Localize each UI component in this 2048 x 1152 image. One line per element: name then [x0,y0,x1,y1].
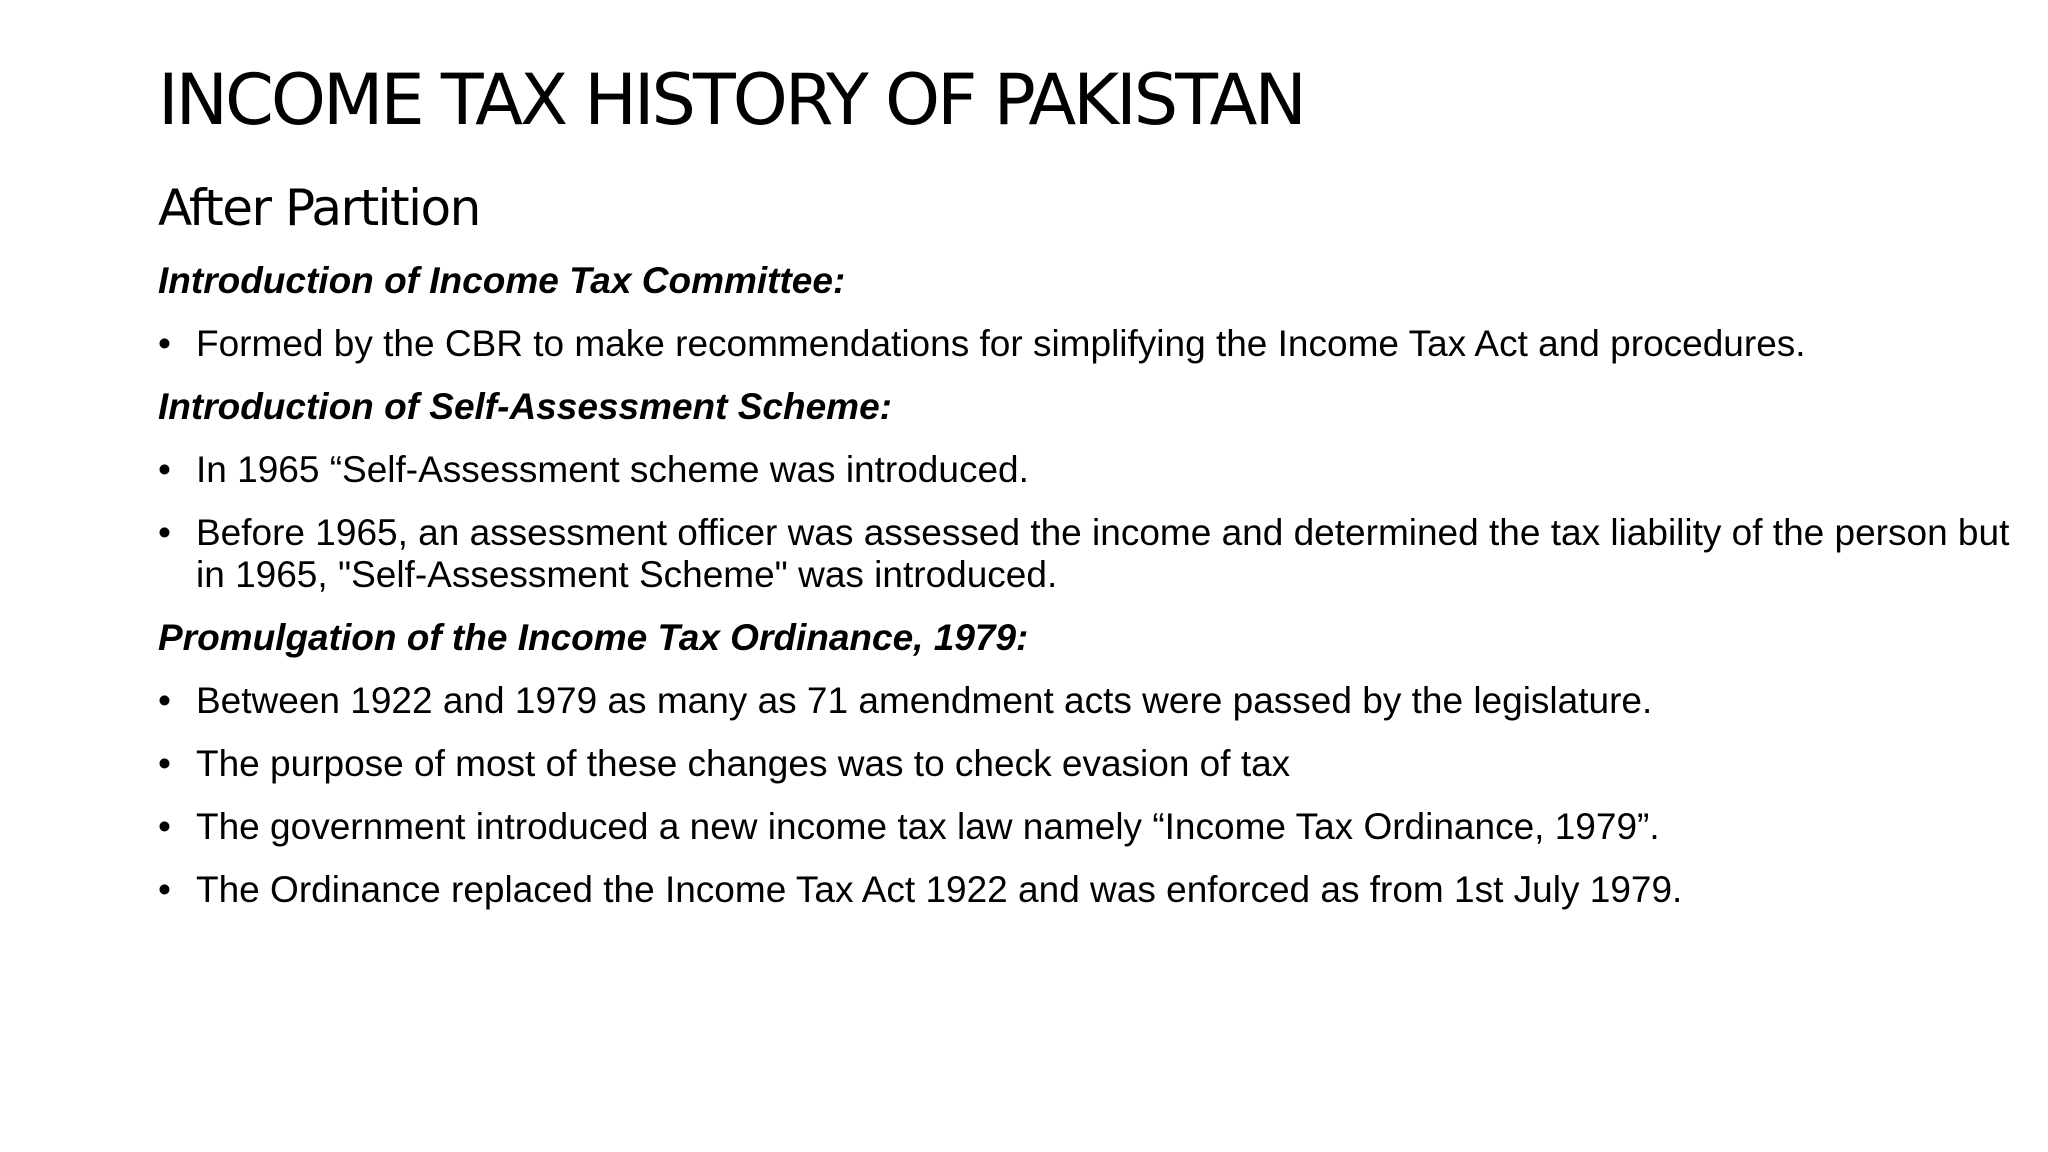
bullet-icon: • [158,680,171,721]
slide-body [158,260,2018,932]
bullet-text: The Ordinance replaced the Income Tax Act 1922 and was enforced as from 1st July 1979. [196,869,1683,910]
bullet-text: In 1965 “Self-Assessment scheme was introduced. [196,449,1029,490]
slide-subtitle: After Partition [158,179,480,237]
bullet-item [158,323,2018,365]
bullet-item [158,806,2018,848]
bullet-icon: • [158,743,171,784]
bullet-item [158,680,2018,722]
bullet-text: The purpose of most of these changes was to check evasion of tax [196,743,1291,784]
bullet-icon: • [158,323,171,364]
bullet-icon: • [158,512,171,553]
bullet-text: The government introduced a new income tax law namely “Income Tax Ordinance, 1979”. [196,806,1660,847]
bullet-item [158,869,2018,911]
bullet-item [158,449,2018,491]
section-heading: Introduction of Income Tax Committee: [158,260,846,301]
bullet-text: Formed by the CBR to make recommendations for simplifying the Income Tax Act and procedures. [196,323,1806,364]
bullet-icon: • [158,806,171,847]
bullet-icon: • [158,449,171,490]
bullet-item [158,743,2018,785]
bullet-item [158,512,2018,596]
bullet-text: Between 1922 and 1979 as many as 71 amendment acts were passed by the legislature. [196,680,1653,721]
bullet-text: Before 1965, an assessment officer was assessed the income and determined the tax liability of the person but in 1965, "Self-Assessment Scheme" was introduced. [196,512,2010,595]
slide-title: INCOME TAX HISTORY OF PAKISTAN [158,59,1304,141]
bullet-icon: • [158,869,171,910]
section-heading: Introduction of Self-Assessment Scheme: [158,386,892,427]
section-heading: Promulgation of the Income Tax Ordinance, 1979: [158,617,1029,658]
